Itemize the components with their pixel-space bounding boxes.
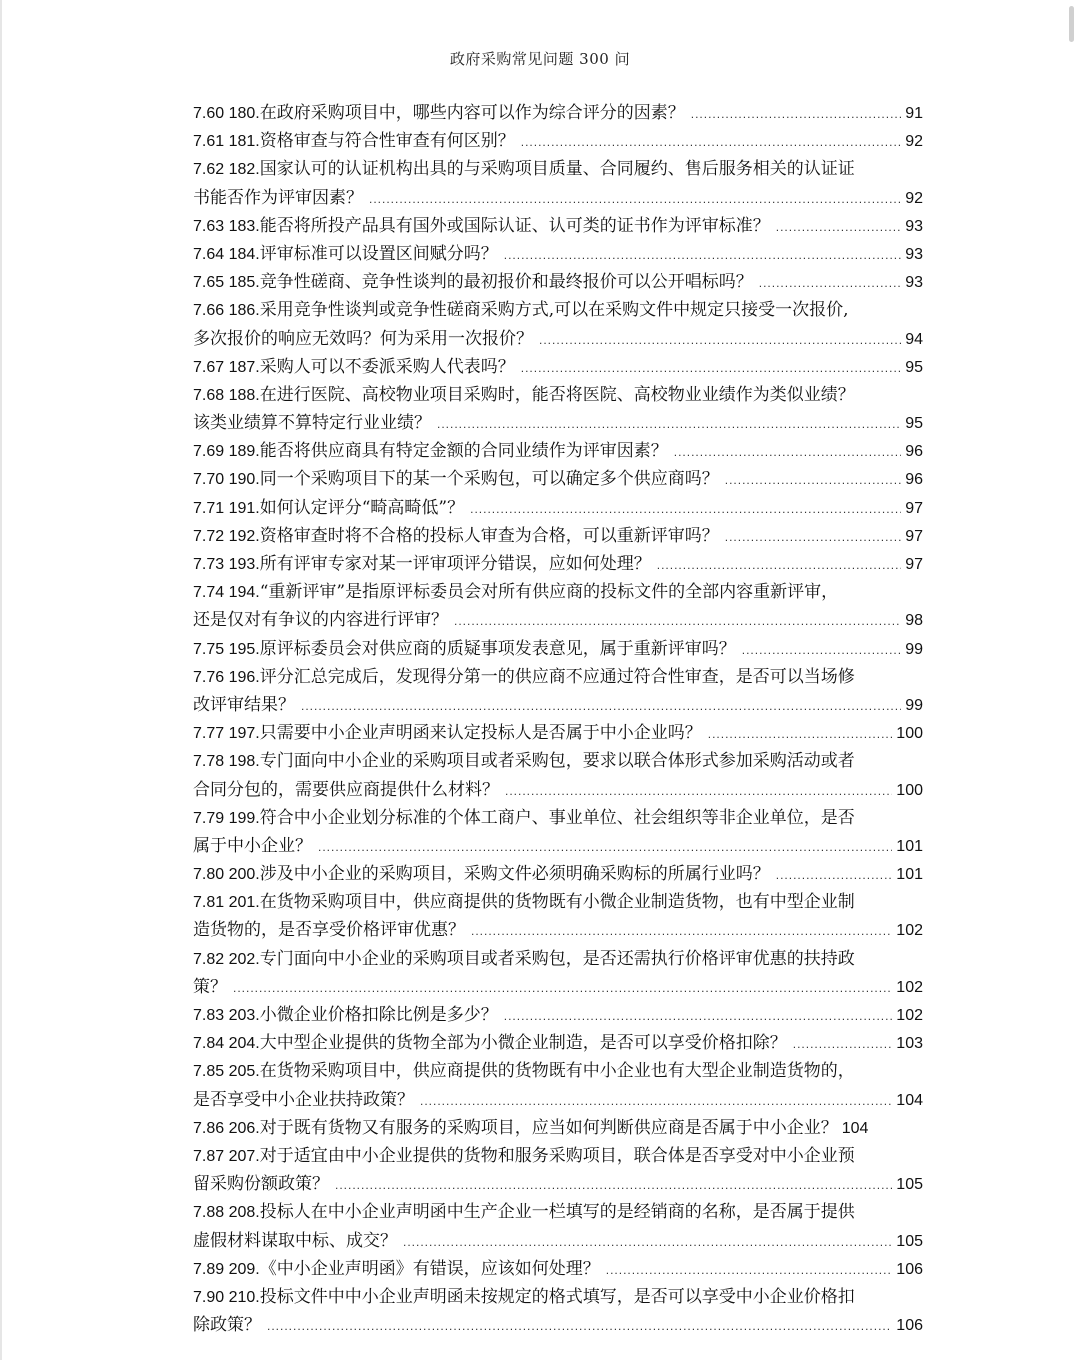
- toc-entry-title: 所有评审专家对某一评审项评分错误，应如何处理？: [259, 554, 651, 574]
- toc-dot-leader: [233, 974, 892, 1002]
- toc-entry-line[interactable]: [193, 1170, 923, 1198]
- toc-dot-leader: [504, 1002, 893, 1030]
- toc-entry-title: 专门面向中小企业的采购项目或者采购包，要求以联合体形式参加采购活动或者: [259, 751, 855, 772]
- toc-dot-leader: [335, 1171, 892, 1199]
- toc-entry-number: 7.78 198.: [193, 753, 260, 771]
- toc-entry-line[interactable]: [193, 719, 923, 747]
- toc-entry-line[interactable]: [193, 212, 923, 240]
- toc-entry-line[interactable]: [193, 916, 923, 944]
- toc-page-number: 101: [896, 837, 923, 855]
- toc-entry-title: 能否将供应商具有特定金额的合同业绩作为评审因素？: [259, 441, 668, 462]
- toc-entry-number: 7.83 203.: [193, 1007, 260, 1024]
- toc-dot-leader: [403, 1228, 892, 1256]
- toc-entry-number: 7.87 207.: [193, 1147, 260, 1165]
- toc-entry-title: 采用竞争性谈判或竞争性磋商采购方式,可以在采购文件中规定只接受一次报价,: [259, 300, 849, 321]
- toc-entry-title: 书能否作为评审因素？: [193, 187, 363, 208]
- toc-dot-leader: [505, 777, 892, 805]
- toc-entry-title: 在货物采购项目中，供应商提供的货物既有小微企业制造货物，也有中型企业制: [259, 892, 855, 913]
- toc-entry-title: 符合中小企业划分标准的个体工商户、事业单位、社会组织等非企业单位，是否: [259, 807, 855, 828]
- toc-dot-leader: [776, 861, 893, 889]
- toc-dot-leader: [674, 438, 901, 466]
- toc-dot-leader: [759, 269, 901, 297]
- toc-entry-line[interactable]: [193, 1057, 923, 1085]
- toc-dot-leader: [725, 523, 901, 551]
- toc-entry-title: 在政府采购项目中，哪些内容可以作为综合评分的因素？: [259, 103, 685, 123]
- toc-dot-leader: [742, 636, 901, 664]
- toc-entry-number: 7.60 180.: [193, 105, 260, 122]
- toc-entry-line[interactable]: [193, 381, 923, 409]
- toc-entry-title: 国家认可的认证机构出具的与采购项目质量、合同履约、售后服务相关的认证证: [259, 159, 855, 180]
- toc-page-number: 98: [905, 612, 923, 630]
- toc-page-number: 106: [896, 1260, 923, 1278]
- toc-page-number: 104: [841, 1119, 869, 1137]
- toc-entry-title: 小微企业价格扣除比例是多少？: [259, 1005, 498, 1025]
- toc-dot-leader: [437, 410, 901, 438]
- toc-entry-line[interactable]: [193, 606, 923, 634]
- toc-entry-number: 7.85 205.: [193, 1063, 260, 1081]
- toc-entry-title: 资格审查与符合性审查有何区别？: [259, 131, 515, 152]
- toc-entry-number: 7.73 193.: [193, 556, 260, 573]
- toc-entry-title: 能否将所投产品具有国外或国际认证、认可类的证书作为评审标准？: [259, 215, 770, 236]
- toc-entry-line[interactable]: [193, 268, 923, 296]
- toc-dot-leader: [420, 1087, 892, 1115]
- toc-entry-line[interactable]: [193, 663, 923, 691]
- toc-page-number: 101: [896, 866, 923, 884]
- table-of-contents: [193, 99, 923, 1339]
- toc-entry-line[interactable]: [193, 1255, 923, 1283]
- toc-page-number: 99: [905, 696, 923, 714]
- toc-entry-line[interactable]: [193, 1311, 923, 1339]
- toc-entry-number: 7.70 190.: [193, 471, 260, 489]
- toc-entry-title: 还是仅对有争议的内容进行评审？: [193, 610, 448, 631]
- toc-entry-line[interactable]: [193, 1227, 923, 1255]
- toc-entry-number: 7.88 208.: [193, 1204, 260, 1222]
- toc-dot-leader: [454, 607, 901, 635]
- toc-dot-leader: [606, 1256, 893, 1284]
- toc-entry-line[interactable]: [193, 945, 923, 973]
- toc-entry-line[interactable]: [193, 860, 923, 888]
- toc-page-number: 102: [896, 978, 923, 996]
- toc-entry-title: 同一个采购项目下的某一个采购包，可以确定多个供应商吗？: [259, 469, 719, 490]
- toc-entry-number: 7.90 210.: [193, 1288, 260, 1306]
- toc-entry-line[interactable]: [193, 99, 923, 127]
- toc-entry-title: 专门面向中小企业的采购项目或者采购包，是否还需执行价格评审优惠的扶持政: [259, 948, 855, 969]
- toc-page-number: 92: [905, 133, 923, 151]
- toc-entry-number: 7.71 191.: [193, 499, 260, 517]
- toc-page-number: 99: [905, 640, 923, 658]
- toc-entry-title: 多次报价的响应无效吗？何为采用一次报价？: [193, 328, 533, 349]
- toc-entry-number: 7.79 199.: [193, 809, 260, 827]
- toc-entry-number: 7.67 187.: [193, 358, 260, 376]
- toc-page-number: 102: [896, 922, 923, 940]
- toc-entry-title: 评审标准可以设置区间赋分吗？: [259, 243, 498, 264]
- toc-page-number: 91: [905, 105, 923, 122]
- toc-entry-number: 7.72 192.: [193, 527, 260, 545]
- toc-entry-title: 在进行医院、高校物业项目采购时，能否将医院、高校物业业绩作为类似业绩？: [259, 384, 855, 405]
- toc-entry-number: 7.82 202.: [193, 950, 260, 968]
- toc-dot-leader: [539, 326, 901, 354]
- toc-entry-line[interactable]: [193, 465, 923, 493]
- toc-page-number: 97: [905, 499, 923, 517]
- toc-entry-number: 7.68 188.: [193, 386, 260, 404]
- toc-entry-line[interactable]: [193, 1283, 923, 1311]
- toc-entry-line[interactable]: [193, 1114, 923, 1142]
- toc-entry-title: 只需要中小企业声明函来认定投标人是否属于中小企业吗？: [259, 723, 702, 744]
- toc-entry-line[interactable]: [193, 127, 923, 155]
- toc-entry-title: 合同分包的，需要供应商提供什么材料？: [193, 779, 499, 800]
- toc-dot-leader: [657, 551, 901, 579]
- toc-entry-line[interactable]: [193, 409, 923, 437]
- toc-entry-title: 原评标委员会对供应商的质疑事项发表意见，属于重新评审吗？: [259, 638, 736, 659]
- toc-entry-title: 竞争性磋商、竞争性谈判的最初报价和最终报价可以公开唱标吗？: [259, 272, 753, 293]
- toc-entry-title: 对于既有货物又有服务的采购项目，应当如何判断供应商是否属于中小企业？: [259, 1117, 838, 1138]
- toc-dot-leader: [691, 100, 901, 128]
- toc-page-number: 106: [896, 1317, 923, 1335]
- toc-entry-line[interactable]: [193, 888, 923, 916]
- toc-entry-number: 7.74 194.: [193, 584, 260, 602]
- page-header-title: 政府采购常见问题 300 问: [449, 50, 631, 68]
- toc-page-number: 95: [905, 358, 923, 376]
- toc-entry-title: 留采购份额政策？: [193, 1174, 329, 1195]
- toc-entry-title: 该类业绩算不算特定行业业绩？: [193, 413, 431, 434]
- toc-entry-line[interactable]: [193, 353, 923, 381]
- toc-entry-title: 《中小企业声明函》有错误，应该如何处理？: [259, 1258, 600, 1279]
- toc-entry-title: 是否享受中小企业扶持政策？: [193, 1089, 414, 1110]
- toc-page-number: 100: [896, 725, 923, 743]
- toc-entry-title: 造货物的，是否享受价格评审优惠？: [193, 920, 465, 941]
- toc-entry-line[interactable]: [193, 522, 923, 550]
- toc-page-number: 103: [896, 1035, 923, 1053]
- toc-page-number: 102: [896, 1007, 923, 1024]
- toc-page-number: 93: [905, 245, 923, 263]
- toc-dot-leader: [725, 466, 901, 494]
- toc-dot-leader: [776, 213, 901, 241]
- toc-dot-leader: [301, 692, 901, 720]
- toc-entry-line[interactable]: [193, 184, 923, 212]
- toc-entry-line[interactable]: [193, 1001, 923, 1029]
- toc-entry-line[interactable]: [193, 325, 923, 353]
- toc-entry-line[interactable]: [193, 776, 923, 804]
- toc-entry-line[interactable]: [193, 1086, 923, 1114]
- toc-entry-number: 7.66 186.: [193, 302, 260, 320]
- toc-entry-line[interactable]: [193, 550, 923, 578]
- toc-entry-number: 7.64 184.: [193, 245, 260, 263]
- toc-entry-number: 7.86 206.: [193, 1119, 260, 1137]
- toc-entry-line[interactable]: [193, 747, 923, 775]
- toc-page-number: 92: [905, 189, 923, 207]
- toc-entry-title: 虚假材料谋取中标、成交？: [193, 1230, 397, 1251]
- toc-entry-title: 涉及中小企业的采购项目，采购文件必须明确采购标的所属行业吗？: [259, 864, 770, 885]
- toc-entry-line[interactable]: [193, 1029, 923, 1057]
- toc-page-number: 93: [905, 217, 923, 235]
- toc-entry-number: 7.89 209.: [193, 1260, 260, 1278]
- toc-page-number: 105: [896, 1176, 923, 1194]
- toc-entry-line[interactable]: [193, 1198, 923, 1226]
- toc-entry-number: 7.61 181.: [193, 133, 260, 151]
- toc-entry-title: 评分汇总完成后，发现得分第一的供应商不应通过符合性审查，是否可以当场修: [259, 666, 855, 687]
- toc-dot-leader: [504, 241, 901, 269]
- toc-page-number: 93: [905, 274, 923, 292]
- toc-entry-title: 采购人可以不委派采购人代表吗？: [259, 356, 515, 377]
- page-edge: [0, 0, 2, 1360]
- toc-entry-line[interactable]: [193, 296, 923, 324]
- toc-dot-leader: [369, 185, 901, 213]
- toc-page-number: 95: [905, 415, 923, 433]
- toc-entry-line[interactable]: [193, 804, 923, 832]
- toc-entry-number: 7.81 201.: [193, 894, 260, 912]
- toc-page-number: 96: [905, 471, 923, 489]
- toc-entry-title: 在货物采购项目中，供应商提供的货物既有中小企业也有大型企业制造货物的，: [259, 1061, 855, 1082]
- toc-entry-number: 7.69 189.: [193, 443, 260, 461]
- toc-entry-number: 7.62 182.: [193, 161, 260, 179]
- toc-entry-number: 7.75 195.: [193, 640, 260, 658]
- toc-page-number: 104: [896, 1091, 923, 1109]
- toc-entry-title: 投标文件中中小企业声明函未按规定的格式填写，是否可以享受中小企业价格扣: [259, 1286, 855, 1307]
- toc-entry-line[interactable]: [193, 1142, 923, 1170]
- toc-entry-title: 除政策？: [193, 1315, 261, 1336]
- toc-dot-leader: [521, 354, 901, 382]
- toc-entry-number: 7.63 183.: [193, 217, 260, 235]
- toc-entry-number: 7.84 204.: [193, 1035, 260, 1053]
- toc-page-number: 97: [905, 527, 923, 545]
- toc-entry-line[interactable]: [193, 691, 923, 719]
- toc-dot-leader: [318, 833, 892, 861]
- toc-entry-title: 大中型企业提供的货物全部为小微企业制造，是否可以享受价格扣除？: [259, 1033, 787, 1054]
- toc-entry-title: “重新评审”是指原评标委员会对所有供应商的投标文件的全部内容重新评审，: [259, 582, 839, 603]
- toc-dot-leader: [267, 1312, 892, 1340]
- toc-entry-line[interactable]: [193, 578, 923, 606]
- scrollbar-thumb[interactable]: [1069, 6, 1074, 42]
- toc-dot-leader: [708, 720, 893, 748]
- toc-dot-leader: [471, 917, 892, 945]
- toc-entry-number: 7.76 196.: [193, 668, 260, 686]
- toc-entry-line[interactable]: [193, 832, 923, 860]
- toc-entry-number: 7.77 197.: [193, 725, 260, 743]
- toc-page-number: 105: [896, 1232, 923, 1250]
- toc-entry-line[interactable]: [193, 240, 923, 268]
- toc-entry-line[interactable]: [193, 437, 923, 465]
- toc-entry-title: 资格审查时将不合格的投标人审查为合格，可以重新评审吗？: [259, 525, 719, 546]
- toc-page-number: 97: [905, 556, 923, 573]
- toc-entry-number: 7.80 200.: [193, 866, 260, 884]
- toc-entry-line[interactable]: [193, 973, 923, 1001]
- toc-dot-leader: [521, 128, 901, 156]
- toc-dot-leader: [793, 1030, 893, 1058]
- toc-dot-leader: [470, 495, 901, 523]
- toc-entry-line[interactable]: [193, 155, 923, 183]
- toc-entry-title: 改评审结果？: [193, 694, 295, 715]
- toc-entry-title: 如何认定评分“畸高畸低”？: [259, 497, 465, 518]
- toc-entry-title: 属于中小企业？: [193, 835, 312, 856]
- toc-entry-title: 对于适宜由中小企业提供的货物和服务采购项目，联合体是否享受对中小企业预: [259, 1145, 855, 1166]
- toc-entry-title: 投标人在中小企业声明函中生产企业一栏填写的是经销商的名称，是否属于提供: [259, 1202, 855, 1223]
- toc-page-number: 96: [905, 443, 923, 461]
- toc-entry-title: 策？: [193, 976, 227, 997]
- toc-page-number: 100: [896, 781, 923, 799]
- toc-page-number: 94: [905, 330, 923, 348]
- toc-entry-line[interactable]: [193, 494, 923, 522]
- toc-entry-line[interactable]: [193, 635, 923, 663]
- toc-entry-number: 7.65 185.: [193, 274, 260, 292]
